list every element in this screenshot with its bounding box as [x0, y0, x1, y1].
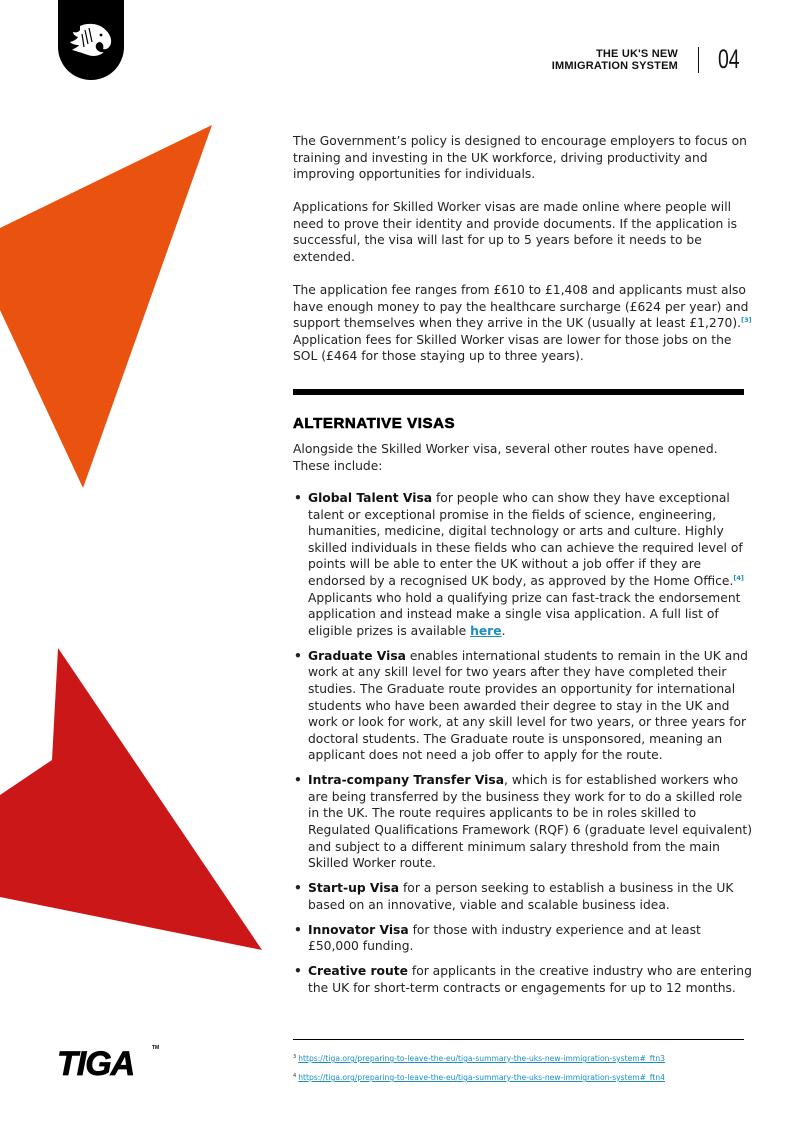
- item-text: enables international students to remain in the UK and work at any skill level for two years after they have completed their studies. The Graduate route provides an opportunity for international students who have been awarded their degree to stay in the UK and work or look for work, at any skill level for two years, or three years for doctoral students. The Graduate route is unsponsored, meaning an applicant does not need a job offer to apply for the route.: [308, 648, 748, 763]
- item-text: for applicants in the creative industry who are entering the UK for short-term contracts or engagements for up to 12 months.: [308, 964, 752, 995]
- item-text: , which is for established workers who are being transferred by the business they work for to do a skilled role in the UK. The route requires applicants to be in roles skilled to Regulated Qualifications Framework (RQF) 6 (graduate level equivalent) and subject to a different minimum salary threshold from the main Skilled Worker route.: [308, 773, 753, 871]
- item-text: for those with industry experience and at least £50,000 funding.: [308, 922, 701, 954]
- list-item-start-up: [293, 880, 753, 913]
- list-item-creative: [293, 963, 753, 996]
- bullet: •: [294, 648, 302, 663]
- item-title: Global Talent Visa: [308, 491, 433, 505]
- title-line-1: THE UK'S NEW: [595, 48, 678, 60]
- footnote-4: [293, 1071, 665, 1083]
- paragraph-applications: Applications for Skilled Worker visas are made online where people will need to prove their identity and provide documents. If the application is successful, the visa will last for up to 5 years before it needs to be extended.: [293, 200, 738, 264]
- footnote-link-4[interactable]: https://tiga.org/preparing-to-leave-the-eu/tiga-summary-the-uks-new-immigration-system#_ftn4: [298, 1073, 665, 1082]
- title-line-2: IMMIGRATION SYSTEM: [551, 60, 678, 72]
- bullet: •: [294, 491, 302, 505]
- footnote-ref-3[interactable]: [3]: [741, 316, 752, 325]
- document-title: [552, 48, 678, 72]
- fees-text: The application fee ranges from £610 to £1,408 and applicants must also have enough money to pay the healthcare surcharge (£624 per year) and support themselves when they arrive in the UK (usually at least £1,270).: [293, 282, 749, 331]
- fees-text-continued: Application fees for Skilled Worker visas are lower for those jobs on the SOL (£464 for those staying up to three years).: [293, 332, 732, 364]
- list-item-innovator: [293, 922, 753, 955]
- trademark-symbol: TM: [152, 1045, 160, 1051]
- item-title: Innovator Visa: [308, 922, 409, 937]
- eligible-prizes-link[interactable]: here: [470, 623, 502, 638]
- tiga-logo: TIGA: [57, 1045, 135, 1083]
- item-title: Intra-company Transfer Visa: [308, 773, 505, 788]
- bullet: •: [294, 922, 302, 937]
- bullet: •: [294, 773, 302, 788]
- footnote-number: 4: [293, 1073, 297, 1079]
- section-heading: ALTERNATIVE VISAS: [293, 415, 456, 432]
- list-item-intra-company: [293, 772, 753, 872]
- section-intro: Alongside the Skilled Worker visa, several other routes have opened. These include:: [293, 442, 718, 473]
- paragraph-fees: [293, 282, 753, 365]
- footnote-number: 3: [293, 1054, 297, 1060]
- item-text-continued: Applicants who hold a qualifying prize can fast-track the endorsement application and instead make a single visa application. A full list of eligible prizes is available: [308, 590, 741, 638]
- tiger-head-icon: [68, 22, 114, 58]
- page-number: 04: [718, 44, 740, 74]
- bullet: •: [294, 964, 302, 979]
- item-text: for a person seeking to establish a business in the UK based on an innovative, viable and scalable business idea.: [308, 881, 734, 912]
- footnote-link-3[interactable]: https://tiga.org/preparing-to-leave-the-eu/tiga-summary-the-uks-new-immigration-system#_ftn3: [298, 1054, 665, 1063]
- body-content: [293, 133, 753, 381]
- footnote-3: [293, 1052, 665, 1064]
- paragraph-policy: The Government’s policy is designed to encourage employers to focus on training and investing in the UK workforce, driving productivity and improving opportunities for individuals.: [293, 134, 747, 182]
- section-divider: [293, 389, 744, 395]
- red-shape-decoration: [0, 648, 262, 950]
- item-end: .: [501, 623, 506, 638]
- footnote-ref-4[interactable]: [4]: [733, 573, 744, 582]
- item-title: Start-up Visa: [308, 881, 400, 896]
- bullet: •: [294, 881, 302, 896]
- footnote-divider: [293, 1039, 744, 1040]
- item-title: Creative route: [308, 964, 408, 979]
- list-item-global-talent: [293, 490, 753, 639]
- list-item-graduate: [293, 648, 753, 764]
- logo-tab: [58, 0, 124, 80]
- item-title: Graduate Visa: [308, 648, 406, 663]
- item-text: for people who can show they have exceptional talent or exceptional promise in the fields of science, engineering, humanities, medicine, digital technology or arts and culture. Highly skilled individuals in these fields who can achieve the required level of points will be able to enter the UK without a job offer if they are endorsed by a recognised UK body, as approved by the Home Office.: [308, 491, 743, 588]
- visa-list: [293, 490, 753, 1005]
- header-divider: [698, 47, 699, 73]
